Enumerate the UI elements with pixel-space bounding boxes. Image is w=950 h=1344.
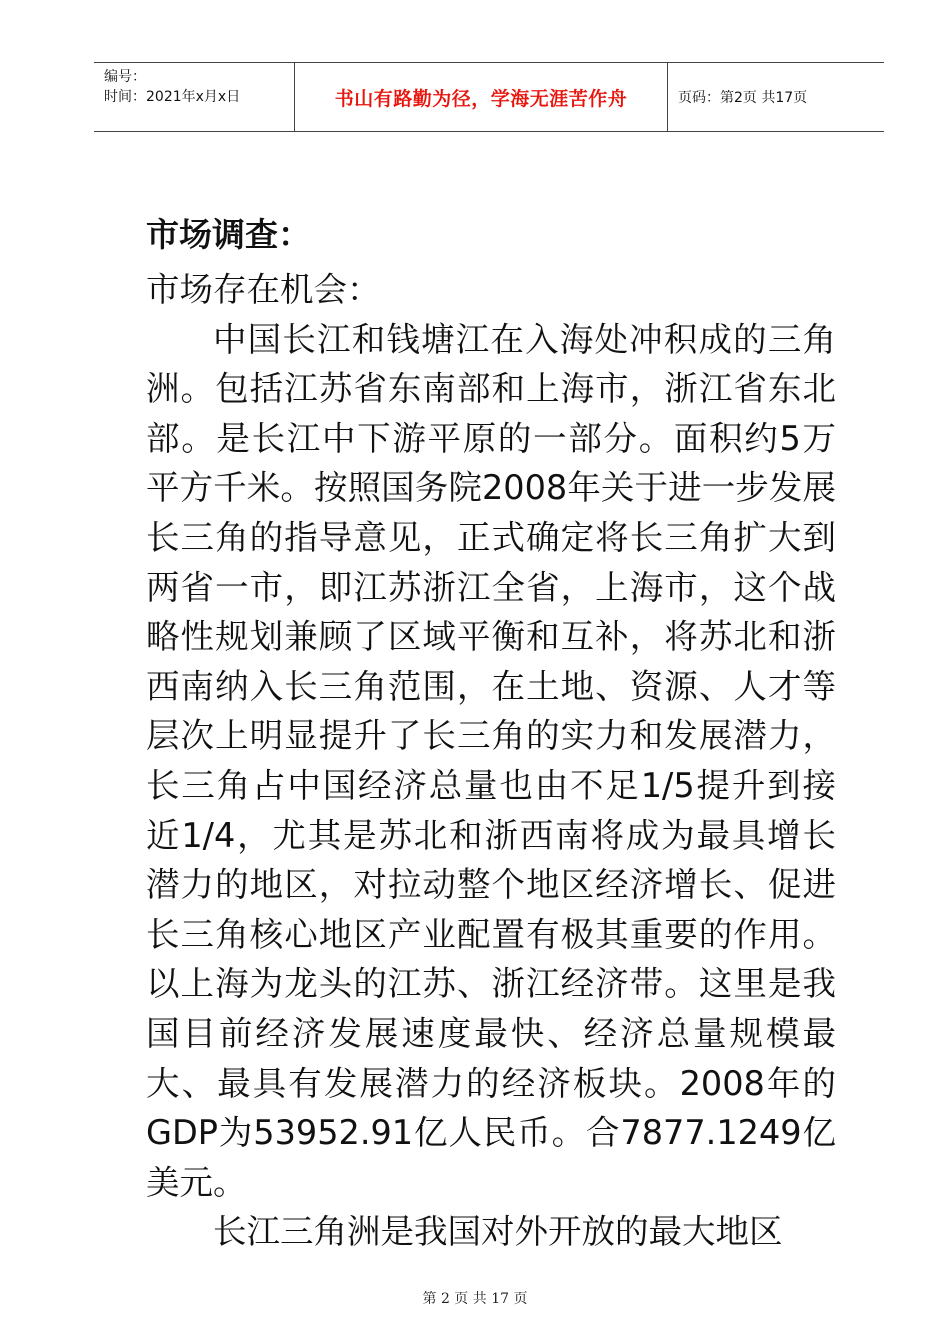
section-subheading: 市场存在机会：	[146, 270, 381, 309]
page-footer: 第 2 页 共 17 页	[422, 1291, 528, 1307]
document-body	[146, 205, 836, 1257]
body-paragraph: 长江三角洲是我国对外开放的最大地区	[213, 1212, 783, 1252]
header-page-info: 页码：第2页 共17页	[678, 90, 808, 106]
section-heading: 市场调查：	[146, 215, 311, 254]
document-number-label: 编号：	[104, 69, 146, 85]
document-time-label: 时间：2021年x月x日	[104, 89, 241, 105]
header-meta	[94, 63, 295, 131]
page-header	[94, 62, 884, 132]
header-motto: 书山有路勤为径，学海无涯苦作舟	[295, 63, 668, 131]
body-paragraph: 中国长江和钱塘江在入海处冲积成的三角洲。包括江苏省东南部和上海市，浙江省东北部。是长江中下游平原的一部分。面积约5万平方千米。按照国务院2008年关于进一步发展长三角的指导意见，正式确定将长三角扩大到两省一市，即江苏浙江全省，上海市，这个战略性规划兼顾了区域平衡和互补，将苏北和浙西南纳入长三角范围，在土地、资源、人才等层次上明显提升了长三角的实力和发展潜力，长三角占中国经济总量也由不足1/5提升到接近1/4，尤其是苏北和浙西南将成为最具增长潜力的地区，对拉动整个地区经济增长、促进长三角核心地区产业配置有极其重要的作用。以上海为龙头的江苏、浙江经济带。这里是我国目前经济发展速度最快、经济总量规模最大、最具有发展潜力的经济板块。2008年的GDP为53952.91亿人民币。合7877.1249亿美元。	[146, 319, 836, 1202]
